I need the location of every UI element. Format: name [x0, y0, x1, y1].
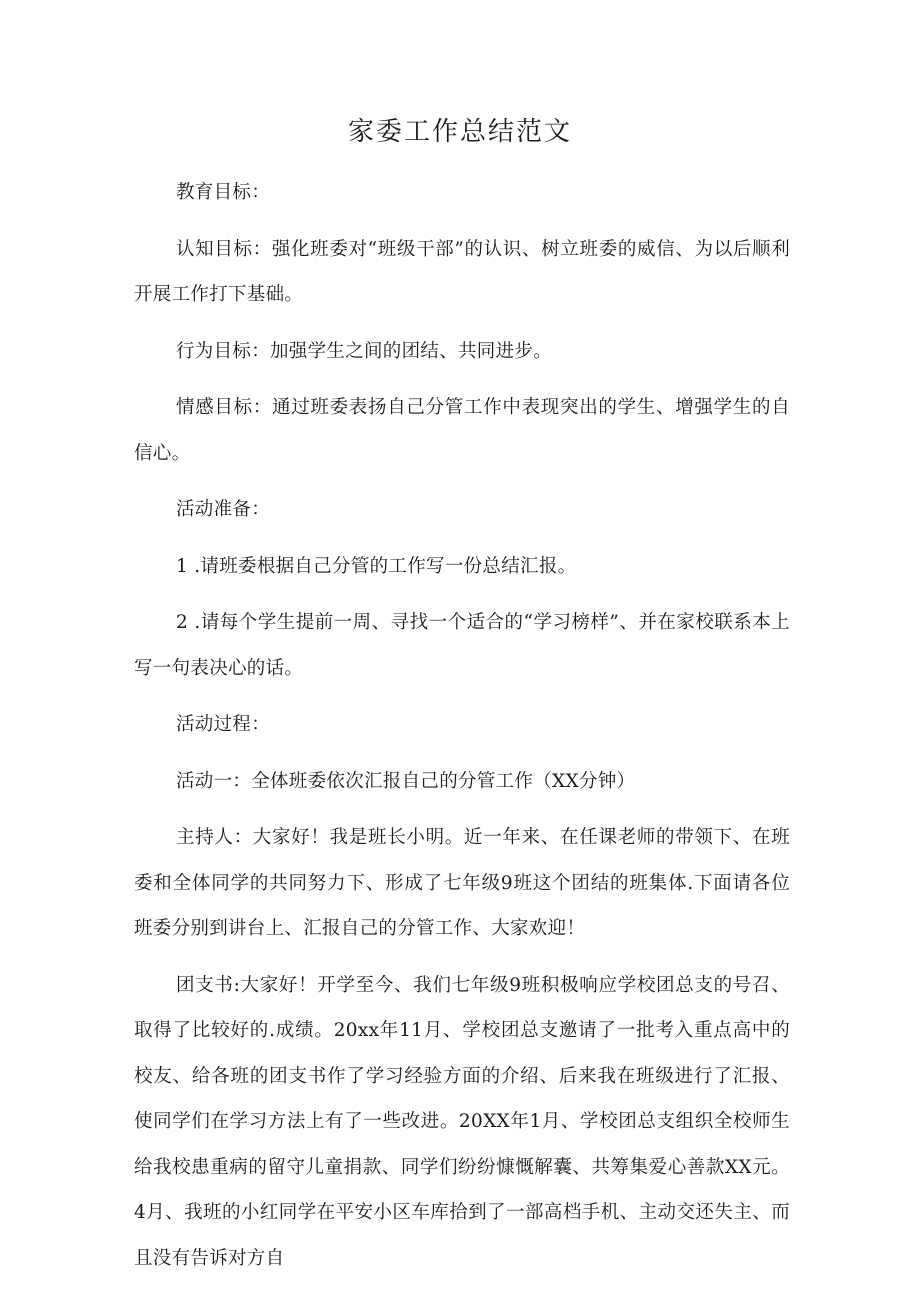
- document-body: [134, 170, 790, 1292]
- paragraph-prep-item-2: 2 .请每个学生提前一周、寻找一个适合的“学习榜样”、并在家校联系本上写一句表决心的话。: [134, 612, 790, 679]
- document-title: 家委工作总结范文: [347, 117, 572, 147]
- paragraph-activity-process: 活动过程：: [176, 714, 271, 735]
- paragraph-activity-one: 活动一：全体班委依次汇报自己的分管工作（XX分钟）: [176, 770, 636, 792]
- paragraph-cognitive-goal: 认知目标：强化班委对“班级干部”的认识、树立班委的威信、为以后顺利开展工作打下基础。: [134, 238, 790, 305]
- paragraph-emotion-goal: 情感目标：通过班委表扬自己分管工作中表现突出的学生、增强学生的自信心。: [134, 397, 790, 464]
- paragraph-league-secretary-speech: 团支书:大家好！开学至今、我们七年级9班积极响应学校团总支的号召、取得了比较好的.成绩。20xx年11月、学校团总支邀请了一批考入重点高中的校友、给各班的团支书作了学习经验方面的介绍、后来我在班级进行了汇报、使同学们在学习方法上有了一些改进。20XX年1月、学校团总支组织全校师生给我校患重病的留守儿童捐款、同学们纷纷慷慨解囊、共筹集爱心善款XX元。4月、我班的小红同学在平安小区车库拾到了一部高档手机、主动交还失主、而且没有告诉对方自: [134, 974, 790, 1269]
- paragraph-behavior-goal: 行为目标：加强学生之间的团结、共同进步。: [176, 340, 553, 362]
- paragraph-prep-item-1: 1 .请班委根据自己分管的工作写一份总结汇报。: [176, 555, 577, 577]
- paragraph-activity-prep: 活动准备：: [176, 499, 271, 520]
- paragraph-host-speech: 主持人：大家好！我是班长小明。近一年来、在任课老师的带领下、在班委和全体同学的共同努力下、形成了七年级9班这个团结的班集体.下面请各位班委分别到讲台上、汇报自己的分管工作、大家欢迎！: [134, 827, 790, 939]
- paragraph-education-goals: 教育目标：: [176, 182, 271, 203]
